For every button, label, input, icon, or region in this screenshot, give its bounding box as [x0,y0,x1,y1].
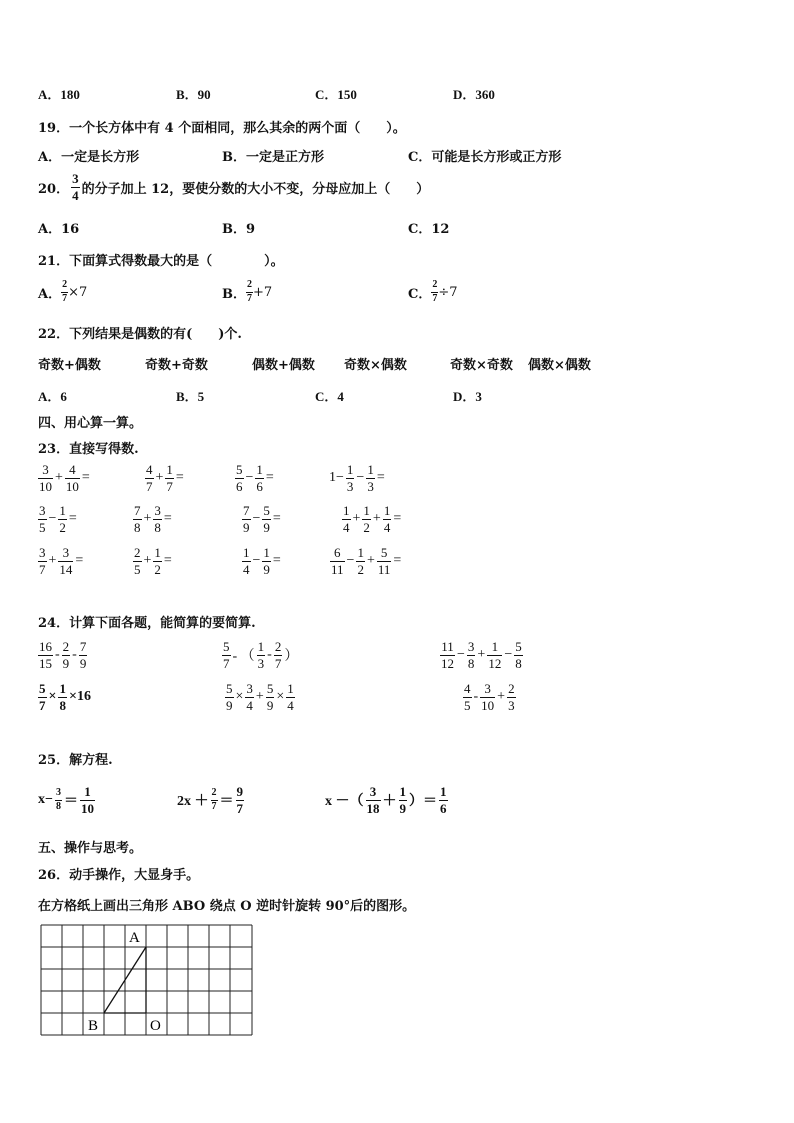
operator: = [68,511,77,527]
denominator: 2 [154,561,161,577]
fraction [262,546,271,576]
numerator: 1 [59,503,66,518]
fraction [58,682,67,712]
fraction [257,640,266,670]
numerator: 2 [61,280,68,293]
q19-option-c[interactable]: C．可能是长方形或正方形 [408,150,562,165]
q21-option-c-operator: ÷7 [438,284,458,300]
q21-option-c-fraction [431,280,438,304]
fraction [507,682,516,712]
operator: − [504,647,513,663]
fraction [38,504,47,534]
operator: + [366,553,375,569]
q21-option-a-operator: ×7 [68,284,88,300]
q23-expr-r3c2 [133,546,173,576]
denominator: 3 [508,697,515,713]
operator: + [497,689,506,705]
denominator: 8 [59,697,66,713]
operator: = [393,511,402,527]
denominator: 4 [246,697,253,713]
numerator: 1 [367,462,374,477]
denominator: 6 [256,478,263,494]
denominator: 9 [243,519,250,535]
fraction [346,463,355,493]
q23-expr-r3c1 [38,546,84,576]
q23-expr-r1c4 [328,463,386,493]
operator: = [272,511,281,527]
fraction [266,682,275,712]
q22-item-1: 奇数+偶数 [38,358,101,373]
q20-number: 20． [38,181,70,197]
operator: − [457,647,465,663]
q23-expr-r1c3 [235,463,275,493]
denominator: 3 [346,478,354,494]
fraction [235,463,244,493]
numerator: 1 [399,784,406,799]
operator: ） [284,649,299,665]
q21-option-b-operator: +7 [253,284,273,300]
q18-option-c[interactable]: C．150 [315,87,357,102]
numerator: 1 [487,640,502,656]
q21-option-b[interactable] [222,280,272,304]
operator: = [272,553,281,569]
denominator: 12 [488,655,502,671]
q20-option-a[interactable]: A．16 [38,222,80,237]
denominator: 8 [515,655,522,671]
numerator: 2 [62,639,70,654]
operator: 2x ＋ [177,794,209,810]
fraction [342,504,351,534]
point-o-label: O [150,1018,161,1034]
fraction [383,504,392,534]
q23-expr-r1c2 [145,463,185,493]
numerator: 1 [346,462,354,477]
denominator: 2 [363,519,370,535]
fraction [439,785,448,815]
q23-expr-r2c1 [38,504,78,534]
operator: ＝ [219,794,234,810]
numerator: 4 [464,681,471,696]
fraction [211,788,218,812]
q25-equation-1 [38,785,95,815]
numerator: 1 [440,784,447,799]
q19-option-b[interactable]: B．一定是正方形 [222,150,324,165]
q18-option-d[interactable]: D．360 [453,87,495,102]
denominator: 4 [383,519,391,535]
denominator: 5 [464,697,471,713]
section-4-heading: 四、用心算一算。 [38,416,143,431]
operator: = [393,553,402,569]
operator: = [163,553,172,569]
numerator: 1 [59,681,66,696]
denominator: 10 [65,478,79,494]
numerator: 4 [146,462,153,477]
fraction [362,504,371,534]
numerator: 3 [467,639,475,654]
numerator: 3 [246,681,253,696]
fraction [377,546,392,576]
operator: + [55,470,63,486]
q22-option-b[interactable]: B．5 [176,389,205,404]
denominator: 7 [236,800,243,816]
q20-stem [38,172,429,202]
numerator: 3 [58,546,73,562]
operator: − [48,511,57,527]
denominator: 8 [154,519,161,535]
numerator: 7 [243,503,250,518]
point-a-label: A [129,930,140,946]
operator: = [175,470,184,486]
denominator: 10 [481,697,495,713]
fraction [58,504,67,534]
numerator: 5 [39,681,46,696]
numerator: 1 [166,462,173,477]
numerator: 1 [363,503,370,518]
denominator: 9 [263,519,270,535]
denominator: 6 [236,478,243,494]
q22-item-2: 奇数+奇数 [145,358,208,373]
q24-expr-r2c3 [463,682,516,712]
denominator: 5 [39,519,46,535]
denominator: 11 [331,561,344,577]
numerator: 5 [515,639,522,654]
numerator: 1 [80,785,95,801]
denominator: 12 [441,655,454,671]
numerator: 5 [223,639,230,654]
numerator: 1 [383,503,391,518]
denominator: 8 [467,655,475,671]
numerator: 5 [226,681,233,696]
numerator: 3 [39,545,46,560]
q26-stem: 26．动手操作，大显身手。 [38,868,200,883]
numerator: 1 [287,681,294,696]
numerator: 1 [243,545,250,560]
operator: − [356,470,365,486]
q23-expr-r3c4 [330,546,402,576]
q20-text: 的分子加上 12，要使分数的大小不变，分母应加上（ ） [81,181,430,197]
q24-expr-r1c3 [440,640,523,670]
denominator: 9 [79,655,87,671]
numerator: 1 [343,503,350,518]
operator: = [265,470,274,486]
q22-item-6: 偶数×偶数 [528,358,591,373]
fraction [366,463,375,493]
operator: = [75,553,84,569]
fraction [274,640,283,670]
q22-option-d[interactable]: D．3 [453,389,482,404]
operator: ＝ [63,794,78,810]
denominator: 3 [367,478,374,494]
operator: + [143,511,152,527]
operator: x− [38,792,53,808]
fraction [133,546,142,576]
q23-expr-r2c4 [342,504,402,534]
q23-expr-r3c3 [242,546,282,576]
denominator: 6 [440,800,447,816]
fraction [62,640,71,670]
fraction [80,785,95,815]
fraction [222,640,231,670]
denominator: 9 [266,697,274,713]
denominator: 7 [211,800,217,812]
numerator: 5 [377,546,392,562]
numerator: 1 [263,545,270,560]
fraction [480,682,495,712]
section-5-heading: 五、操作与思考。 [38,841,143,856]
fraction [262,504,271,534]
q19-option-a[interactable]: A．一定是长方形 [38,150,140,165]
fraction [487,640,502,670]
denominator: 4 [343,519,350,535]
fraction [467,640,476,670]
numerator: 3 [38,463,53,479]
q20-fraction-denominator: 4 [72,187,79,203]
numerator: 5 [236,462,243,477]
q21-option-b-fraction [246,280,253,304]
denominator: 7 [274,655,282,671]
fraction [79,640,88,670]
fraction [38,682,47,712]
fraction [463,682,472,712]
fraction [153,546,162,576]
operator: − [346,553,355,569]
numerator: 7 [134,503,141,518]
denominator: 7 [166,478,173,494]
denominator: 7 [432,292,438,304]
q20-option-c[interactable]: C．12 [408,222,450,237]
operator: - [267,647,272,663]
operator: × [48,689,57,705]
q24-stem: 24．计算下面各题，能简算的要简算. [38,616,256,631]
q25-equation-3 [325,785,448,815]
fraction [245,682,254,712]
numerator: 2 [211,788,218,801]
numerator: 16 [39,639,52,654]
numerator: 11 [441,639,454,654]
numerator: 3 [55,788,62,801]
numerator: 3 [480,682,495,698]
numerator: 6 [330,546,345,562]
q22-option-a[interactable]: A．6 [38,389,67,404]
operator: - [72,647,77,663]
fraction [165,463,174,493]
q23-expr-r1c1 [38,463,91,493]
numerator: 1 [154,545,161,560]
denominator: 10 [39,478,52,494]
point-b-label: B [88,1018,99,1034]
operator: − [245,470,254,486]
numerator: 7 [79,639,87,654]
q21-option-b-label: B． [222,286,246,302]
fraction [38,546,47,576]
operator: + [155,470,164,486]
operator: - （ [232,649,255,665]
numerator: 5 [263,503,270,518]
denominator: 4 [287,697,294,713]
denominator: 7 [39,561,46,577]
operator: - [473,689,479,705]
q20-fraction-numerator: 3 [72,171,79,186]
operator: + [477,647,486,663]
operator: = [163,511,172,527]
operator: x －（ [325,794,364,810]
q22-item-3: 偶数+偶数 [252,358,315,373]
operator: ）＝ [409,794,437,810]
fraction [242,504,251,534]
denominator: 18 [366,800,380,816]
q21-option-c-label: C． [408,286,432,302]
denominator: 7 [247,292,252,304]
q22-item-5: 奇数×奇数 [450,358,513,373]
q24-expr-r1c2 [222,640,299,670]
denominator: 9 [263,561,270,577]
q21-stem: 21．下面算式得数最大的是（ ）。 [38,254,284,269]
denominator: 11 [377,561,391,577]
operator: = [376,470,385,486]
numerator: 2 [508,681,515,696]
operator: + [255,689,264,705]
operator: − [252,511,261,527]
fraction [65,463,80,493]
denominator: 14 [59,561,73,577]
denominator: 8 [55,800,61,812]
denominator: 15 [39,655,52,671]
operator: − [252,553,261,569]
fraction [133,504,142,534]
denominator: 5 [134,561,141,577]
q21-option-a[interactable] [38,280,87,304]
q21-option-a-fraction [61,280,68,304]
q21-option-c[interactable] [408,280,458,304]
operator: + [143,553,152,569]
fraction [38,640,53,670]
operator: + [48,553,57,569]
q20-option-b[interactable]: B．9 [222,222,256,237]
q18-option-a[interactable]: A．180 [38,87,80,102]
numerator: 2 [134,545,141,560]
q25-stem: 25．解方程. [38,753,113,768]
numerator: 5 [266,681,274,696]
operator: - [55,647,60,663]
operator: = [81,470,90,486]
denominator: 10 [80,800,94,816]
denominator: 9 [226,697,233,713]
fraction [55,788,62,812]
q25-equation-2 [177,785,244,815]
fraction [236,785,245,815]
grid-paper-diagram[interactable] [40,924,256,1036]
operator: 1− [329,470,344,486]
fraction [366,785,381,815]
fraction [514,640,523,670]
numerator: 1 [257,639,265,654]
q24-expr-r1c1 [38,640,87,670]
fraction [242,546,251,576]
numerator: 1 [357,545,364,560]
q23-expr-r2c2 [133,504,173,534]
operator: ＋ [382,794,397,810]
numerator: 3 [154,503,161,518]
fraction [286,682,295,712]
denominator: 3 [257,655,265,671]
denominator: 7 [146,478,153,494]
numerator: 3 [39,503,46,518]
fraction [330,546,345,576]
fraction [356,546,365,576]
denominator: 2 [59,519,66,535]
q26-description: 在方格纸上画出三角形 ABO 绕点 O 逆时针旋转 90°后的图形。 [38,899,416,914]
fraction [225,682,234,712]
denominator: 8 [134,519,141,535]
q19-stem: 19．一个长方体中有 4 个面相同，那么其余的两个面（ ）。 [38,121,406,136]
denominator: 7 [223,655,230,671]
q22-option-c[interactable]: C．4 [315,389,344,404]
q24-expr-r2c1 [38,682,92,712]
numerator: 2 [246,280,253,293]
denominator: 9 [399,800,406,816]
operator: + [352,511,361,527]
denominator: 2 [357,561,364,577]
numerator: 2 [274,639,282,654]
fraction [255,463,264,493]
operator: × [276,689,285,705]
numerator: 1 [256,462,263,477]
q20-fraction [71,172,80,202]
q22-stem: 22．下列结果是偶数的有( )个. [38,327,242,342]
numerator: 3 [366,785,381,801]
fraction [58,546,73,576]
denominator: 9 [62,655,70,671]
denominator: 4 [243,561,250,577]
fraction [399,785,408,815]
fraction [38,463,53,493]
operator: × [235,689,244,705]
denominator: 7 [62,292,68,304]
fraction [145,463,154,493]
q21-option-a-label: A． [38,286,62,302]
q24-expr-r2c2 [225,682,295,712]
operator: ×16 [68,689,91,705]
numerator: 9 [236,784,243,799]
q23-stem: 23．直接写得数. [38,442,139,457]
operator: + [372,511,381,527]
q18-option-b[interactable]: B．90 [176,87,211,102]
fraction [440,640,455,670]
fraction [153,504,162,534]
numerator: 2 [431,280,438,293]
numerator: 4 [65,463,80,479]
q22-item-4: 奇数×偶数 [344,358,407,373]
q23-expr-r2c3 [242,504,282,534]
denominator: 7 [39,697,46,713]
